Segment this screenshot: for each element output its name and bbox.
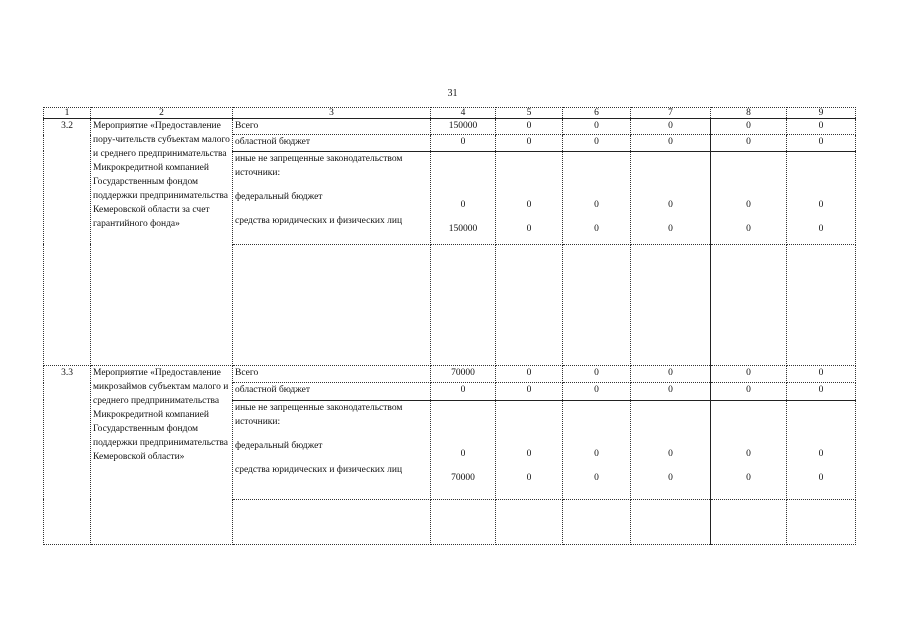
source-block xyxy=(233,400,431,499)
table-row-total xyxy=(44,119,856,135)
value-cell: 0 0 xyxy=(563,400,631,499)
column-header: 1 xyxy=(44,108,91,119)
column-header: 4 xyxy=(431,108,496,119)
source-label: иные не запрещенные законодательством источники: xyxy=(235,153,403,178)
value-cell: 0 xyxy=(563,366,631,383)
value-cell: 0 0 xyxy=(631,400,711,499)
value-cell: 0 70000 xyxy=(431,400,496,499)
value-cell: 0 0 xyxy=(496,151,563,244)
value-cell: 0 xyxy=(631,119,711,135)
table-row-total xyxy=(44,366,856,383)
column-header: 5 xyxy=(496,108,563,119)
value-cell: 0 xyxy=(496,119,563,135)
source-label: федеральный бюджет xyxy=(235,191,323,202)
source-block xyxy=(233,151,431,244)
value-cell: 0 xyxy=(711,135,787,151)
value-cell: 0 xyxy=(563,119,631,135)
source-label: средства юридических и физических лиц xyxy=(235,215,403,226)
value-cell: 0 0 xyxy=(631,151,711,244)
header-row xyxy=(44,108,856,119)
source-label: областной бюджет xyxy=(233,135,431,151)
source-label: Всего xyxy=(233,366,431,383)
page-number: 31 xyxy=(447,88,458,99)
value-cell: 0 0 xyxy=(496,400,563,499)
value-cell: 0 0 xyxy=(563,151,631,244)
value-cell: 0 xyxy=(787,383,856,400)
source-label: федеральный бюджет xyxy=(235,440,323,451)
value-cell: 0 xyxy=(711,383,787,400)
value-cell: 0 xyxy=(631,135,711,151)
value-cell: 0 xyxy=(787,119,856,135)
value-cell: 0 0 xyxy=(711,151,787,244)
value-cell: 0 0 xyxy=(711,400,787,499)
source-label: Всего xyxy=(233,119,431,135)
value-cell: 0 xyxy=(631,383,711,400)
value-cell: 0 xyxy=(496,383,563,400)
column-header: 7 xyxy=(631,108,711,119)
value-cell: 0 150000 xyxy=(431,151,496,244)
value-cell: 0 xyxy=(496,135,563,151)
value-cell: 0 0 xyxy=(787,151,856,244)
row-description: Мероприятие «Предоставление пору-чительств субъектам малого и среднего предпринимательства Микрокредитной компанией Государственным фондом поддержки предпринимательства Кемеровской области за счет гарантийного фонда» xyxy=(91,119,233,366)
value-cell: 0 xyxy=(711,366,787,383)
row-id: 3.2 xyxy=(44,119,91,366)
value-cell: 0 xyxy=(631,366,711,383)
value-cell: 0 xyxy=(431,383,496,400)
source-label: иные не запрещенные законодательством источники: xyxy=(235,402,403,427)
column-header: 9 xyxy=(787,108,856,119)
source-label: средства юридических и физических лиц xyxy=(235,464,403,475)
value-cell: 0 xyxy=(787,135,856,151)
column-header: 6 xyxy=(563,108,631,119)
value-cell: 0 xyxy=(496,366,563,383)
value-cell: 0 xyxy=(787,366,856,383)
row-id: 3.3 xyxy=(44,366,91,545)
column-header: 2 xyxy=(91,108,233,119)
value-cell: 150000 xyxy=(431,119,496,135)
value-cell: 0 xyxy=(711,119,787,135)
budget-table xyxy=(43,107,856,545)
value-cell: 0 0 xyxy=(787,400,856,499)
column-header: 3 xyxy=(233,108,431,119)
column-header: 8 xyxy=(711,108,787,119)
source-label: областной бюджет xyxy=(233,383,431,400)
value-cell: 0 xyxy=(563,135,631,151)
value-cell: 0 xyxy=(563,383,631,400)
value-cell: 0 xyxy=(431,135,496,151)
value-cell: 70000 xyxy=(431,366,496,383)
row-description: Мероприятие «Предоставление микрозаймов субъектам малого и среднего предпринимательства Микрокредитной компанией Государственным фондом поддержки предпринимательства Кемеровской области» xyxy=(91,366,233,545)
